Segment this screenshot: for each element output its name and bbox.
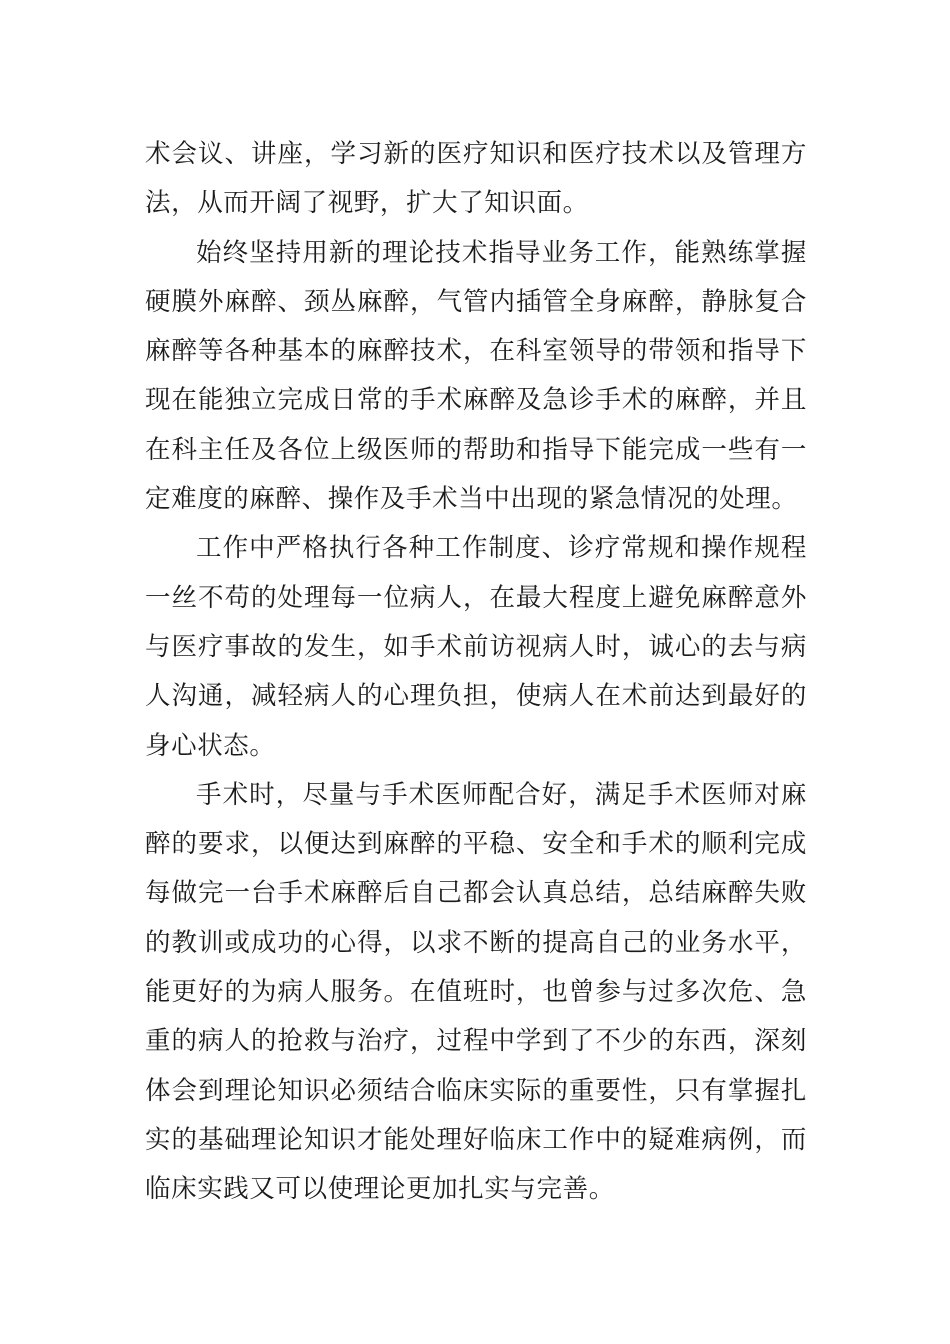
paragraph-2: 始终坚持用新的理论技术指导业务工作，能熟练掌握硬膜外麻醉、颈丛麻醉，气管内插管全身麻醉，静脉复合麻醉等各种基本的麻醉技术，在科室领导的带领和指导下现在能独立完成日常的手术麻醉及急诊手术的麻醉，并且在科主任及各位上级医师的帮助和指导下能完成一些有一定难度的麻醉、操作及手术当中出现的紧急情况的处理。 <box>145 237 807 515</box>
paragraph-3: 工作中严格执行各种工作制度、诊疗常规和操作规程一丝不苟的处理每一位病人，在最大程度上避免麻醉意外与医疗事故的发生，如手术前访视病人时，诚心的去与病人沟通，减轻病人的心理负担，使病人在术前达到最好的身心状态。 <box>145 533 807 761</box>
document-body <box>145 130 807 1215</box>
paragraph-4: 手术时，尽量与手术医师配合好，满足手术医师对麻醉的要求，以便达到麻醉的平稳、安全和手术的顺利完成每做完一台手术麻醉后自己都会认真总结，总结麻醉失败的教训或成功的心得，以求不断的提高自己的业务水平，能更好的为病人服务。在值班时，也曾参与过多次危、急重的病人的抢救与治疗，过程中学到了不少的东西，深刻体会到理论知识必须结合临床实际的重要性，只有掌握扎实的基础理论知识才能处理好临床工作中的疑难病例，而临床实践又可以使理论更加扎实与完善。 <box>145 779 807 1205</box>
paragraph-1: 术会议、讲座，学习新的医疗知识和医疗技术以及管理方法，从而开阔了视野，扩大了知识面。 <box>145 139 807 219</box>
